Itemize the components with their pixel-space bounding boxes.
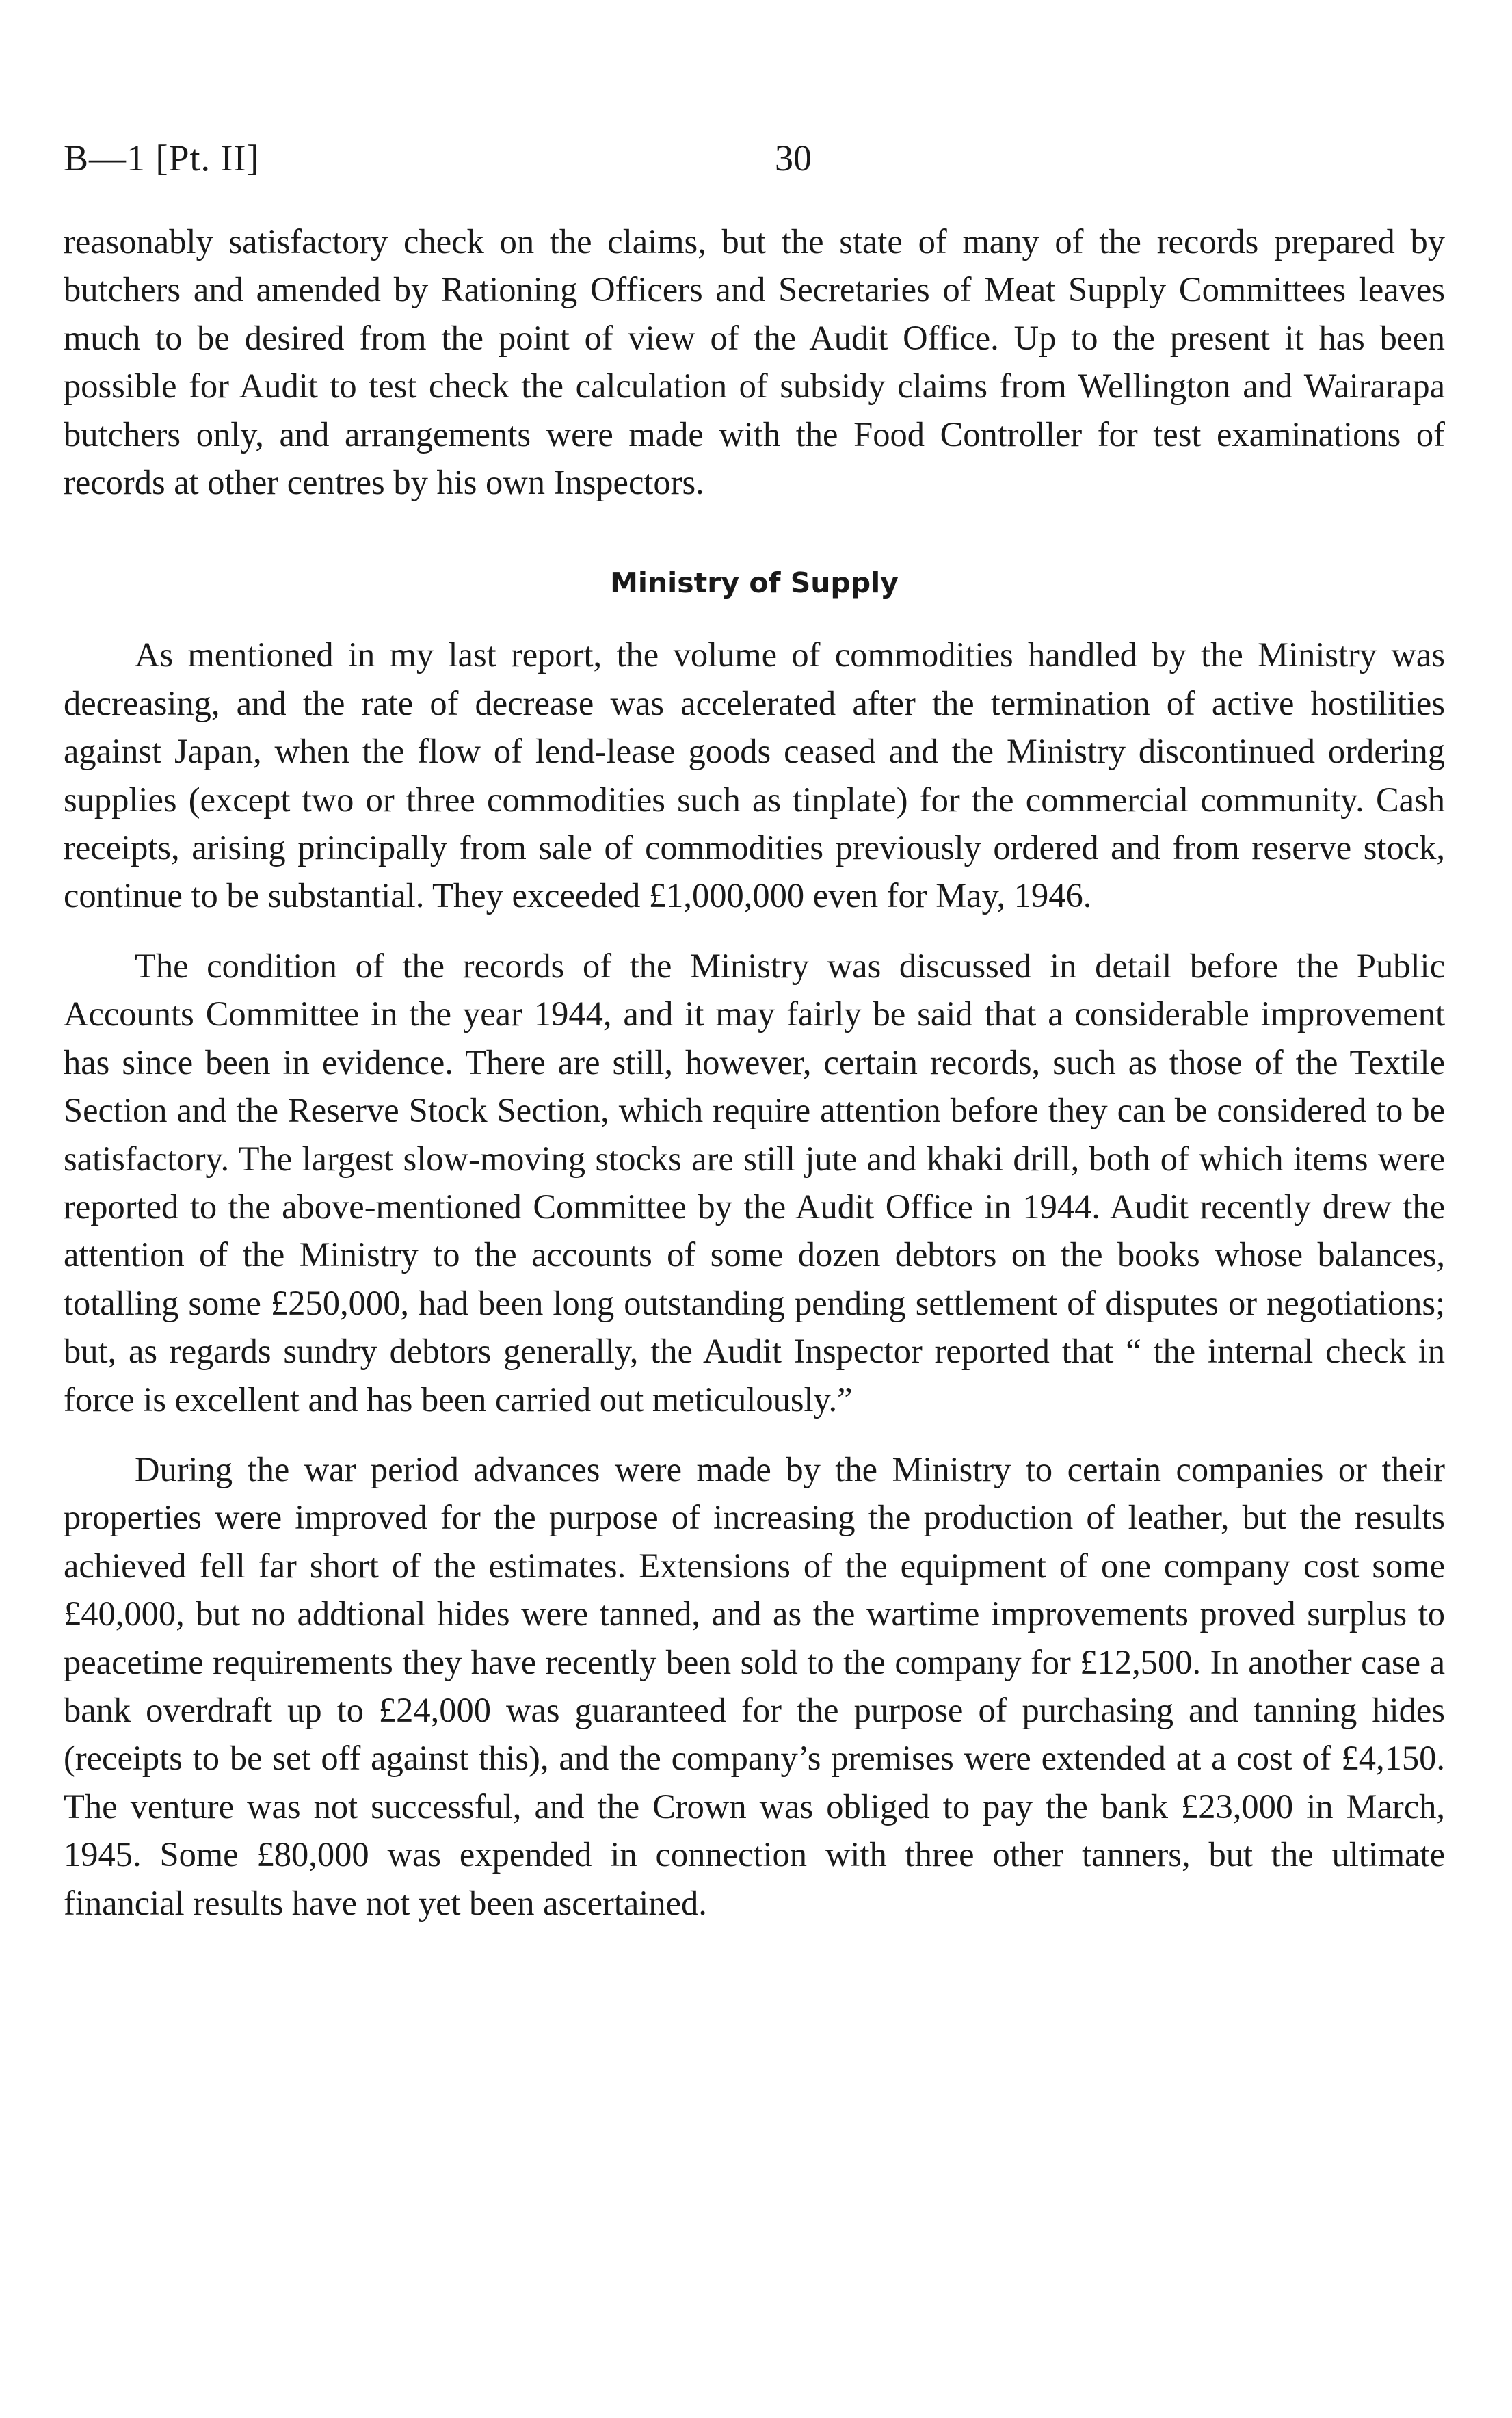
section-heading: Ministry of Supply <box>610 566 899 600</box>
page-number: 30 <box>775 137 812 179</box>
paragraph: As mentioned in my last report, the volume of commodities handled by the Ministry was decreasing, and the rate of decrease was accelerated after the termination of active hostilities against Japan, when the flow of lend-lease goods ceased and the Ministry discontinued ordering supplies (except two or three commodities such as tinplate) for the commercial community. Cash receipts, arising principally from sale of commodities previously ordered and from reserve stock, continue to be substantial. They exceeded £1,000,000 even for May, 1946. <box>64 635 1445 915</box>
document-reference: B—1 [Pt. II] <box>64 137 260 179</box>
page-header <box>64 137 1445 192</box>
paragraph: The condition of the records of the Ministry was discussed in detail before the Public Accounts Committee in the year 1944, and it may fairly be said that a considerable improvement has since been in evidence. There are still, however, certain records, such as those of the Textile Section and the Reserve Stock Section, which require attention before they can be considered to be satisfactory. The largest slow-moving stocks are still jute and khaki drill, both of which items were reported to the above-mentioned Committee by the Audit Office in 1944. Audit recently drew the attention of the Ministry to the accounts of some dozen debtors on the books whose balances, totalling some £250,000, had been long outstanding pending settlement of disputes or negotiations; but, as regards sundry debtors generally, the Audit Inspector reported that “ the internal check in force is excellent and has been carried out meticulously.” <box>64 946 1445 1419</box>
continued-paragraph: reasonably satisfactory check on the claims, but the state of many of the records prepared by butchers and amended by Rationing Officers and Secretaries of Meat Supply Committees leaves much to be desired from the point of view of the Audit Office. Up to the present it has been possible for Audit to test check the calculation of subsidy claims from Wellington and Wairarapa butchers only, and arrangements were made with the Food Controller for test examinations of records at other centres by his own Inspectors. <box>64 222 1445 502</box>
body-text <box>64 218 1445 1927</box>
paragraph: During the war period advances were made by the Ministry to certain companies or their properties were improved for the purpose of increasing the production of leather, but the results achieved fell far short of the estimates. Extensions of the equipment of one company cost some £40,000, but no addtional hides were tanned, and as the wartime improvements proved surplus to peacetime requirements they have recently been sold to the company for £12,500. In another case a bank overdraft up to £24,000 was guaranteed for the purpose of purchasing and tanning hides (receipts to be set off against this), and the company’s premises were extended at a cost of £4,150. The venture was not successful, and the Crown was obliged to pay the bank £23,000 in March, 1945. Some £80,000 was expended in connection with three other tanners, but the ultimate financial results have not yet been ascertained. <box>64 1449 1445 1922</box>
